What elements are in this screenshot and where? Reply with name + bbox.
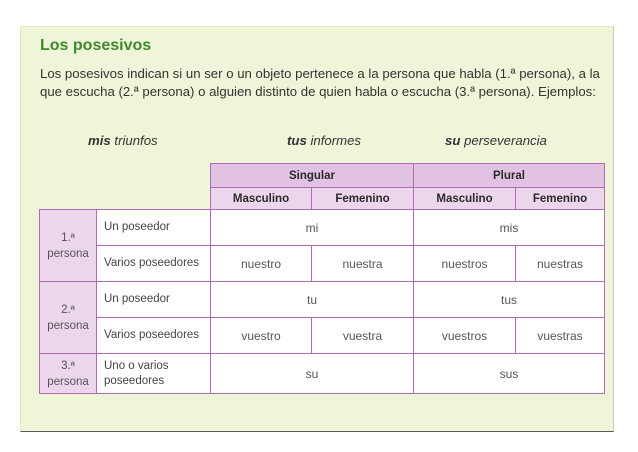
header-singular-feminine: Femenino — [312, 188, 414, 210]
example-3 — [445, 133, 547, 148]
section-title: Los posesivos — [40, 37, 152, 54]
person-3-plural: sus — [414, 354, 605, 394]
example-2-noun: informes — [310, 133, 362, 148]
person-1-one-owner-label: Un poseedor — [97, 210, 211, 246]
examples-row — [21, 133, 615, 153]
header-singular-masculine: Masculino — [211, 188, 312, 210]
person-3-owners-label — [97, 354, 211, 394]
person-2-one-owner-label: Un poseedor — [97, 282, 211, 318]
person-3-word: persona — [47, 375, 89, 388]
possessives-card — [20, 26, 614, 432]
person-1-word: persona — [47, 247, 89, 260]
person-2-several-plur-fem: vuestras — [516, 318, 605, 354]
person-2-label — [40, 282, 97, 354]
person-1-several-plur-fem: nuestras — [516, 246, 605, 282]
person-2-several-owners-label: Varios poseedores — [97, 318, 211, 354]
person-2-number: 2.ª — [61, 303, 75, 316]
person-3-number: 3.ª — [61, 359, 75, 372]
person-1-several-owners-label: Varios poseedores — [97, 246, 211, 282]
person-3-singular: su — [211, 354, 414, 394]
person-1-label — [40, 210, 97, 282]
example-3-possessive: su — [445, 133, 461, 148]
person-2-several-sing-fem: vuestra — [312, 318, 414, 354]
possessives-table — [39, 163, 605, 394]
person-2-one-owner-plural: tus — [414, 282, 605, 318]
header-plural: Plural — [414, 164, 605, 188]
header-plural-feminine: Femenino — [516, 188, 605, 210]
person-1-several-sing-fem: nuestra — [312, 246, 414, 282]
example-3-noun: perseverancia — [464, 133, 547, 148]
person-2-one-owner-singular: tu — [211, 282, 414, 318]
person-1-one-owner-plural: mis — [414, 210, 605, 246]
person-1-several-plur-masc: nuestros — [414, 246, 516, 282]
person-1-one-owner-singular: mi — [211, 210, 414, 246]
person-2-several-plur-masc: vuestros — [414, 318, 516, 354]
example-1 — [88, 133, 158, 148]
person-2-several-sing-masc: vuestro — [211, 318, 312, 354]
example-2 — [287, 133, 361, 148]
person-3-owners-line2: poseedores — [104, 374, 165, 387]
example-1-possessive: mis — [88, 133, 111, 148]
person-3-owners-line1: Uno o varios — [104, 359, 169, 372]
person-1-several-sing-masc: nuestro — [211, 246, 312, 282]
intro-paragraph: Los posesivos indican si un ser o un objeto pertenece a la persona que habla (1.ª persona), a la que escucha (2.ª persona) o alguien distinto de quien habla o escucha (3.ª persona). Ejemplos: — [40, 66, 600, 99]
example-1-noun: triunfos — [114, 133, 158, 148]
header-plural-masculine: Masculino — [414, 188, 516, 210]
header-singular: Singular — [211, 164, 414, 188]
person-2-word: persona — [47, 319, 89, 332]
person-1-number: 1.ª — [61, 231, 75, 244]
person-3-label — [40, 354, 97, 394]
example-2-possessive: tus — [287, 133, 307, 148]
